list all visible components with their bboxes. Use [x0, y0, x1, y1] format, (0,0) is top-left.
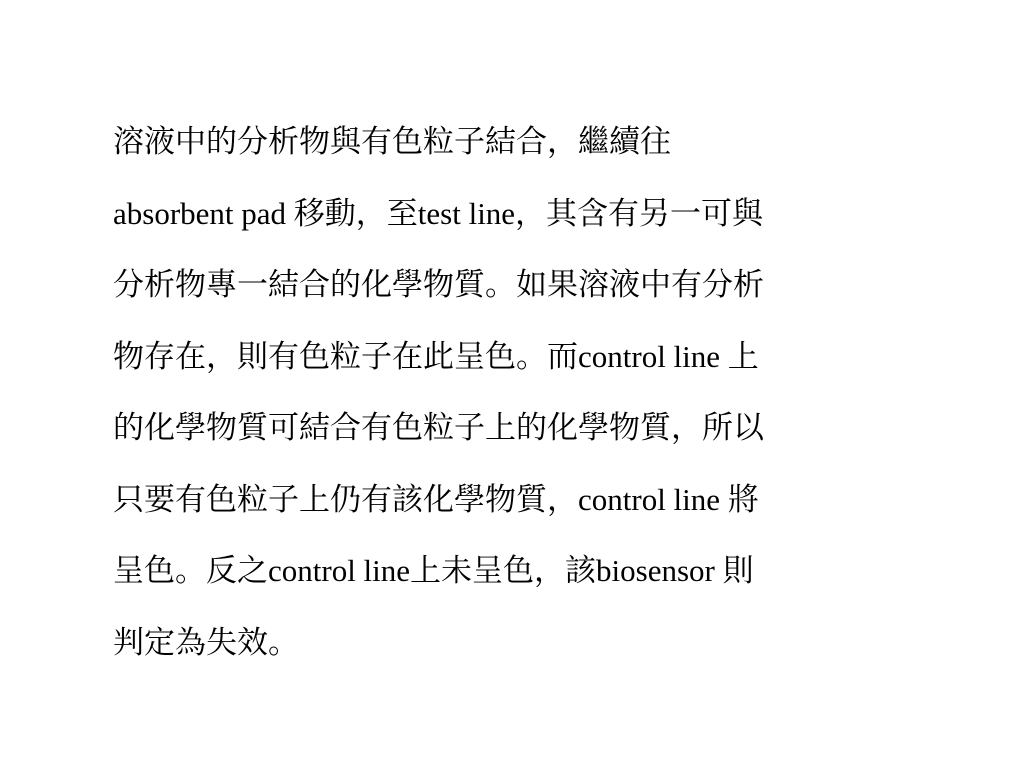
text-line-2: absorbent pad 移動，至test line，其含有另一可與 [113, 195, 764, 231]
text-line-8: 判定為失效。 [113, 624, 299, 660]
text-line-7: 呈色。反之control line上未呈色，該biosensor 則 [113, 553, 754, 588]
body-text [113, 112, 953, 684]
text-line-3: 分析物專一結合的化學物質。如果溶液中有分析 [113, 267, 764, 302]
text-line-6: 只要有色粒子上仍有該化學物質，control line 將 [113, 481, 759, 517]
text-line-4: 物存在，則有色粒子在此呈色。而control line 上 [113, 338, 759, 374]
text-line-5: 的化學物質可結合有色粒子上的化學物質，所以 [113, 410, 764, 445]
text-line-1: 溶液中的分析物與有色粒子結合，繼續往 [113, 124, 671, 159]
